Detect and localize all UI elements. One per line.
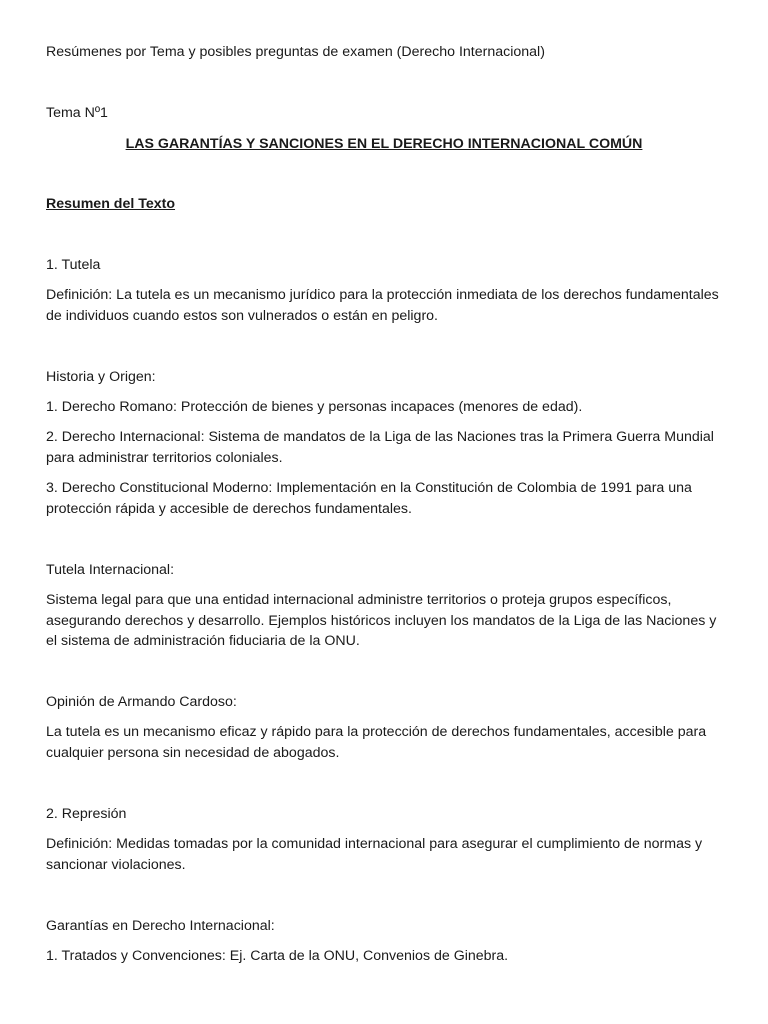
section-2-definition: Definición: Medidas tomadas por la comunidad internacional para asegurar el cumplimiento de normas y sancionar violaciones. bbox=[46, 836, 703, 873]
history-item-3: 3. Derecho Constitucional Moderno: Implementación en la Constitución de Colombia de 1991 para una protección rápida y accesible de derechos fundamentales. bbox=[46, 480, 692, 517]
intl-tutela-heading: Tutela Internacional: bbox=[46, 562, 175, 578]
guarantees-heading: Garantías en Derecho Internacional: bbox=[46, 918, 275, 934]
document-title: LAS GARANTÍAS Y SANCIONES EN EL DERECHO INTERNACIONAL COMÚN bbox=[125, 136, 643, 152]
history-heading: Historia y Origen: bbox=[46, 369, 156, 385]
section-2-heading: 2. Represión bbox=[46, 806, 127, 822]
section-1-definition: Definición: La tutela es un mecanismo jurídico para la protección inmediata de los derechos fundamentales de individuos cuando estos son vulnerados o están en peligro. bbox=[46, 287, 719, 324]
guarantees-item-1: 1. Tratados y Convenciones: Ej. Carta de la ONU, Convenios de Ginebra. bbox=[46, 948, 509, 964]
document-header: Resúmenes por Tema y posibles preguntas de examen (Derecho Internacional) bbox=[46, 44, 545, 60]
intl-tutela-text: Sistema legal para que una entidad internacional administre territorios o proteja grupos específicos, asegurando derechos y desarrollo. Ejemplos históricos incluyen los mandatos de la Liga de las Naciones y el sistema de administración fiduciaria de la ONU. bbox=[46, 592, 717, 649]
summary-heading: Resumen del Texto bbox=[46, 196, 176, 212]
tema-label: Tema Nº1 bbox=[46, 105, 108, 121]
history-item-1: 1. Derecho Romano: Protección de bienes y personas incapaces (menores de edad). bbox=[46, 399, 583, 415]
history-item-2: 2. Derecho Internacional: Sistema de mandatos de la Liga de las Naciones tras la Primera Guerra Mundial para administrar territorios coloniales. bbox=[46, 429, 714, 466]
opinion-text: La tutela es un mecanismo eficaz y rápido para la protección de derechos fundamentales, accesible para cualquier persona sin necesidad de abogados. bbox=[46, 724, 707, 761]
section-1-heading: 1. Tutela bbox=[46, 257, 101, 273]
opinion-heading: Opinión de Armando Cardoso: bbox=[46, 694, 237, 710]
